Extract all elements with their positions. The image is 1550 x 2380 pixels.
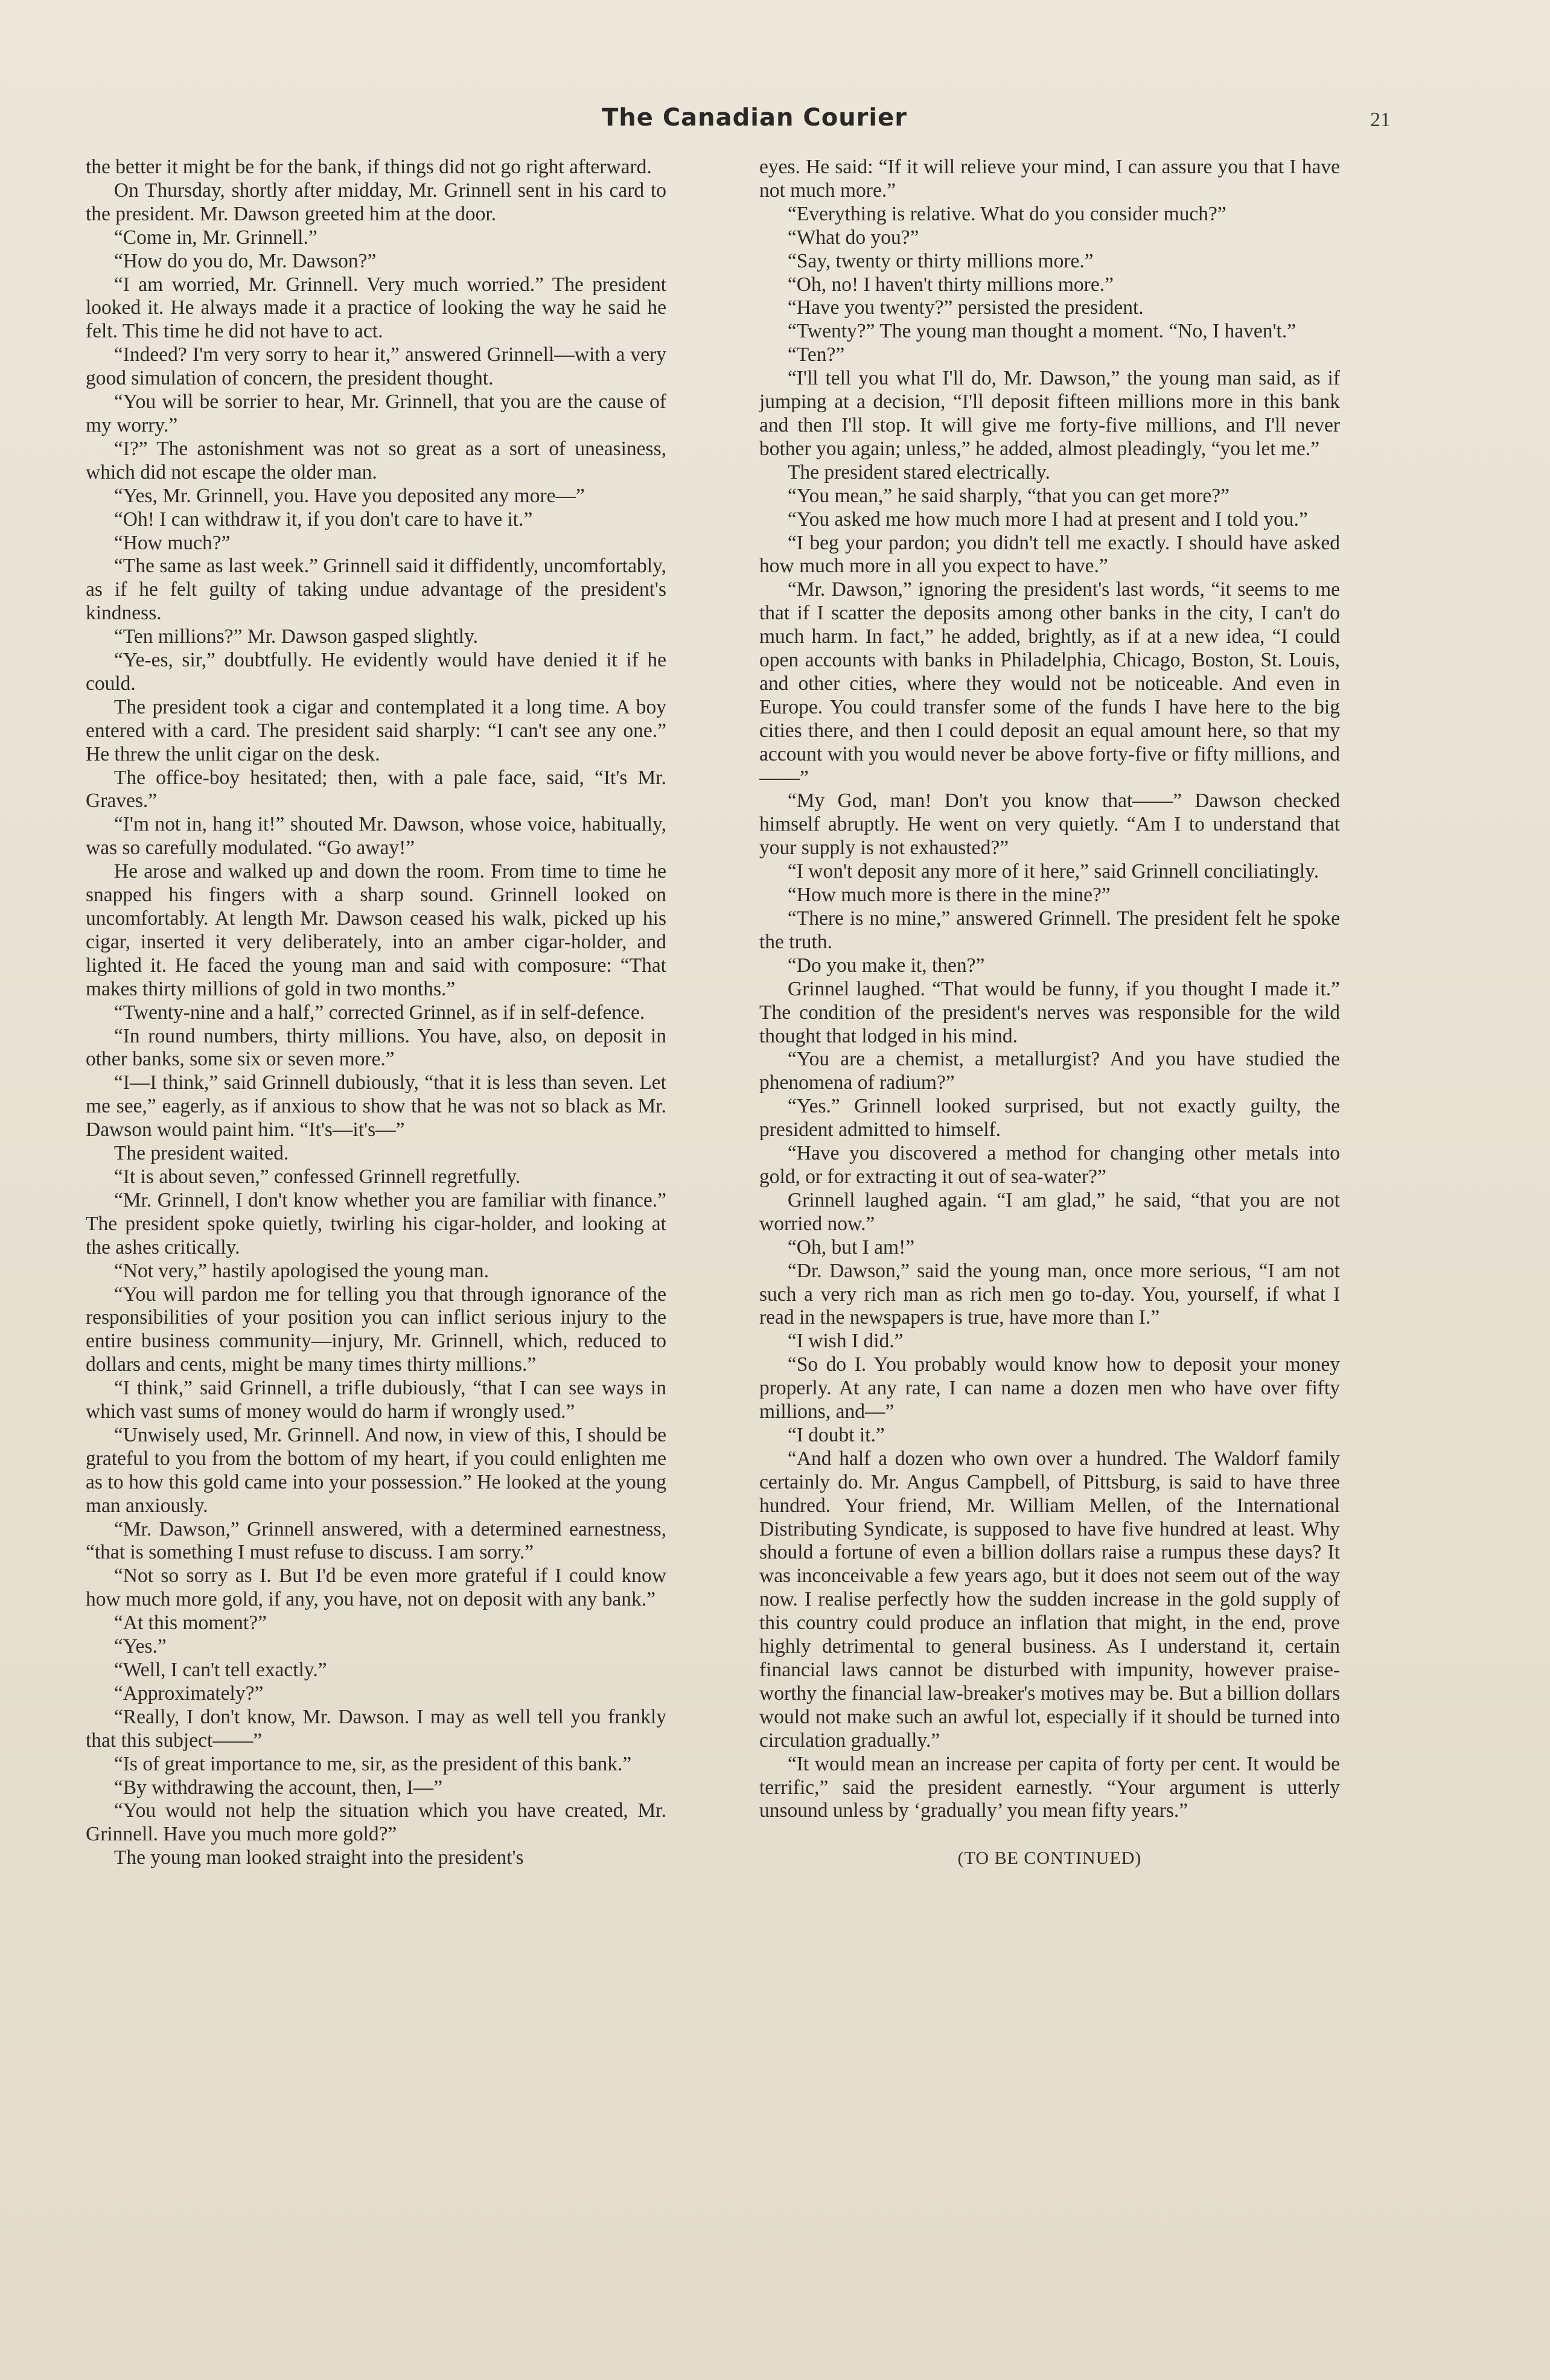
paragraph: “Yes.” Grinnell looked surprised, but not exactly guilty, the president admitted to himself.	[759, 1095, 1340, 1141]
paragraph: “Well, I can't tell exactly.”	[113, 1659, 327, 1681]
paragraph: “Oh, no! I haven't thirty millions more.”	[787, 273, 1114, 296]
paragraph: “There is no mine,” answered Grinnell. The president felt he spoke the truth.	[759, 907, 1340, 953]
paragraph: “Twenty?” The young man thought a moment. “No, I haven't.”	[787, 320, 1296, 343]
paragraph: The president took a cigar and contemplated it a long time. A boy entered with a card. The president said sharply: “I can't see any one.” He threw the unlit cigar on the desk.	[86, 695, 666, 765]
paragraph: “Really, I don't know, Mr. Dawson. I may as well tell you frankly that this subject——”	[86, 1705, 666, 1752]
paragraph: The president waited.	[113, 1142, 289, 1165]
paragraph: “Ye-es, sir,” doubtfully. He evidently would have denied it if he could.	[86, 649, 666, 695]
paragraph: He arose and walked up and down the room. From time to time he snapped his fingers with a sharp sound. Grinnell looked on uncomfortably. At length Mr. Dawson ceased his walk, picked up his cigar, inserted it very deliberately, into an amber cigar-holder, and lighted it. He faced the young man and said with composure: “That makes thirty millions of gold in two months.”	[86, 860, 666, 1000]
paragraph: “Have you twenty?” persisted the president.	[787, 296, 1144, 319]
paragraph: “Dr. Dawson,” said the young man, once more serious, “I am not such a very rich man as rich men go to-day. You, yourself, if what I read in the newspapers is true, have more than I.”	[759, 1259, 1340, 1329]
paragraph: The office-boy hesitated; then, with a pale face, said, “It's Mr. Graves.”	[86, 766, 666, 812]
paragraph: “It would mean an increase per capita of forty per cent. It would be terrific,” said the president earnestly. “Your argument is utterly unsound unless by ‘gradually’ you mean fifty years.”	[759, 1752, 1340, 1822]
paragraph: The president stared electrically.	[787, 461, 1050, 483]
paragraph: “At this moment?”	[113, 1612, 267, 1635]
paragraph: “I beg your pardon; you didn't tell me exactly. I should have asked how much more in all you expect to have.”	[759, 531, 1340, 578]
paragraph: “Yes, Mr. Grinnell, you. Have you deposited any more—”	[113, 484, 585, 507]
left-text-column	[86, 156, 666, 1870]
paragraph: “Not so sorry as I. But I'd be even more grateful if I could know how much more gold, if any, you have, not on deposit with any bank.”	[86, 1565, 666, 1611]
paragraph: “My God, man! Don't you know that——” Dawson checked himself abruptly. He went on very quietly. “Am I to understand that your supply is not exhausted?”	[759, 790, 1340, 860]
paragraph: “Have you discovered a method for changing other metals into gold, or for extracting it out of sea-water?”	[759, 1142, 1340, 1188]
paragraph: “I am worried, Mr. Grinnell. Very much worried.” The president looked it. He always made it a practice of looking the way he said he felt. This time he did not have to act.	[86, 273, 666, 343]
paragraph: “I doubt it.”	[787, 1423, 885, 1446]
paragraph: “Oh! I can withdraw it, if you don't care to have it.”	[113, 508, 533, 531]
paragraph: On Thursday, shortly after midday, Mr. Grinnell sent in his card to the president. Mr. Dawson greeted him at the door.	[86, 179, 666, 225]
paragraph: “Come in, Mr. Grinnell.”	[113, 226, 317, 249]
paragraph: “You mean,” he said sharply, “that you can get more?”	[787, 484, 1229, 507]
paragraph: “You will be sorrier to hear, Mr. Grinnell, that you are the cause of my worry.”	[86, 391, 666, 436]
paragraph: “Mr. Dawson,” Grinnell answered, with a determined earnestness, “that is something I must refuse to discuss. I am sorry.”	[86, 1517, 666, 1564]
paragraph: “Everything is relative. What do you consider much?”	[787, 202, 1226, 225]
paragraph: “You are a chemist, a metallurgist? And you have studied the phenomena of radium?”	[759, 1048, 1340, 1094]
paragraph: “The same as last week.” Grinnell said it diffidently, uncomfortably, as if he felt guilty of taking undue advantage of the president's kindness.	[86, 555, 666, 625]
paragraph: “I?” The astonishment was not so great as a sort of uneasiness, which did not escape the older man.	[86, 437, 666, 483]
page-number: 21	[1370, 109, 1391, 131]
paragraph: “How much more is there in the mine?”	[787, 884, 1111, 907]
paragraph: “What do you?”	[787, 226, 919, 249]
paragraph: “It is about seven,” confessed Grinnell regretfully.	[113, 1165, 521, 1188]
paragraph: “I—I think,” said Grinnell dubiously, “that it is less than seven. Let me see,” eagerly, as if anxious to show that he was not so black as Mr. Dawson would paint him. “It's—it's—”	[86, 1071, 666, 1141]
paragraph: “Unwisely used, Mr. Grinnell. And now, in view of this, I should be grateful to you from the bottom of my heart, if you could enlighten me as to how this gold came into your possession.” He looked at the young man anxiously.	[86, 1423, 666, 1517]
paragraph: “Indeed? I'm very sorry to hear it,” answered Grinnell—with a very good simulation of concern, the president thought.	[86, 343, 666, 390]
paragraph: “Is of great importance to me, sir, as the president of this bank.”	[113, 1752, 632, 1775]
masthead-title: The Canadian Courier	[602, 104, 907, 132]
paragraph: “In round numbers, thirty millions. You have, also, on deposit in other banks, some six or seven more.”	[86, 1024, 666, 1071]
paragraph: “Do you make it, then?”	[787, 954, 985, 977]
paragraph: “Twenty-nine and a half,” corrected Grinnel, as if in self-defence.	[113, 1001, 645, 1024]
paragraph: “Mr. Dawson,” ignoring the president's last words, “it seems to me that if I scatter the deposits among other banks in the city, I can't do much harm. In fact,” he added, brightly, as if at a new idea, “I could open accounts with banks in Philadelphia, Chicago, Boston, St. Louis, and other cities, where they would not be noticeable. And even in Europe. You could transfer some of the funds I have here to the big cities there, and then I could deposit an equal amount here, so that my account with you would never be above forty-five or fifty millions, and——”	[759, 578, 1340, 789]
paragraph: “Say, twenty or thirty millions more.”	[787, 249, 1094, 272]
page-header	[0, 104, 1550, 140]
paragraph: “You asked me how much more I had at present and I told you.”	[787, 508, 1308, 531]
paragraph: “I'll tell you what I'll do, Mr. Dawson,” the young man said, as if jumping at a decision, “I'll deposit fifteen millions more in this bank and then I'll stop. It will give me forty-five millions, and I'll never bother you again; unless,” he added, almost pleadingly, “you let me.”	[759, 367, 1340, 460]
paragraph: Grinnel laughed. “That would be funny, if you thought I made it.” The condition of the president's nerves was responsible for the wild thought that lodged in his mind.	[759, 977, 1340, 1047]
paragraph: “Mr. Grinnell, I don't know whether you are familiar with finance.” The president spoke quietly, twirling his cigar-holder, and looking at the ashes critically.	[86, 1188, 666, 1259]
paragraph: “You will pardon me for telling you that through ignorance of the responsibilities of your position you can inflict serious injury to the entire business community—injury, Mr. Grinnell, which, reduced to dollars and cents, might be many times thirty millions.”	[86, 1283, 666, 1376]
paragraph: “How do you do, Mr. Dawson?”	[113, 249, 377, 272]
paragraph: “I'm not in, hang it!” shouted Mr. Dawson, whose voice, habitually, was so carefully modulated. “Go away!”	[86, 813, 666, 860]
paragraph: “Ten?”	[787, 343, 845, 366]
paragraph: “Not very,” hastily apologised the young man.	[113, 1259, 490, 1282]
paragraph: “Yes.”	[113, 1635, 167, 1658]
paragraph: “Approximately?”	[113, 1682, 264, 1705]
paragraph: “So do I. You probably would know how to deposit your money properly. At any rate, I can name a dozen men who have over fifty millions, and—”	[759, 1353, 1340, 1423]
paragraph: “I think,” said Grinnell, a trifle dubiously, “that I can see ways in which vast sums of money would do harm if wrongly used.”	[86, 1377, 666, 1423]
paragraph: eyes. He said: “If it will relieve your mind, I can assure you that I have not much more.”	[759, 156, 1340, 202]
right-text-column	[759, 156, 1340, 1871]
paragraph: “You would not help the situation which you have created, Mr. Grinnell. Have you much more gold?”	[86, 1799, 666, 1846]
paragraph: the better it might be for the bank, if things did not go right afterward.	[86, 156, 652, 178]
paragraph: “Oh, but I am!”	[787, 1236, 915, 1259]
paragraph: “I won't deposit any more of it here,” said Grinnell conciliatingly.	[787, 860, 1319, 883]
paragraph: “I wish I did.”	[787, 1330, 904, 1353]
paragraph: “By withdrawing the account, then, I—”	[113, 1776, 443, 1799]
paragraph: “How much?”	[113, 531, 231, 554]
to-be-continued-note: (TO BE CONTINUED)	[957, 1848, 1142, 1869]
paragraph: “And half a dozen who own over a hundred. The Waldorf family certainly do. Mr. Angus Campbell, of Pittsburg, is said to have three hundred. Your friend, Mr. William Mellen, of the International Distributing Syndicate, is supposed to have five hundred at least. Why should a fortune of even a billion dollars raise a rumpus these days? It was inconceivable a few years ago, but it does not seem out of the way now. I realise perfectly how the sudden increase in the gold supply of this country could produce an inflation that might, in the end, prove highly detrimental to general business. As I understand it, certain financial laws cannot be disturbed with impunity, however praise-worthy the financial law-breaker's motives may be. But a billion dollars would not make such an awful lot, especially if it should be turned into circulation gradually.”	[759, 1447, 1340, 1752]
paragraph: Grinnell laughed again. “I am glad,” he said, “that you are not worried now.”	[759, 1188, 1340, 1235]
paragraph: The young man looked straight into the president's	[113, 1846, 524, 1869]
paragraph: “Ten millions?” Mr. Dawson gasped slightly.	[113, 625, 478, 648]
